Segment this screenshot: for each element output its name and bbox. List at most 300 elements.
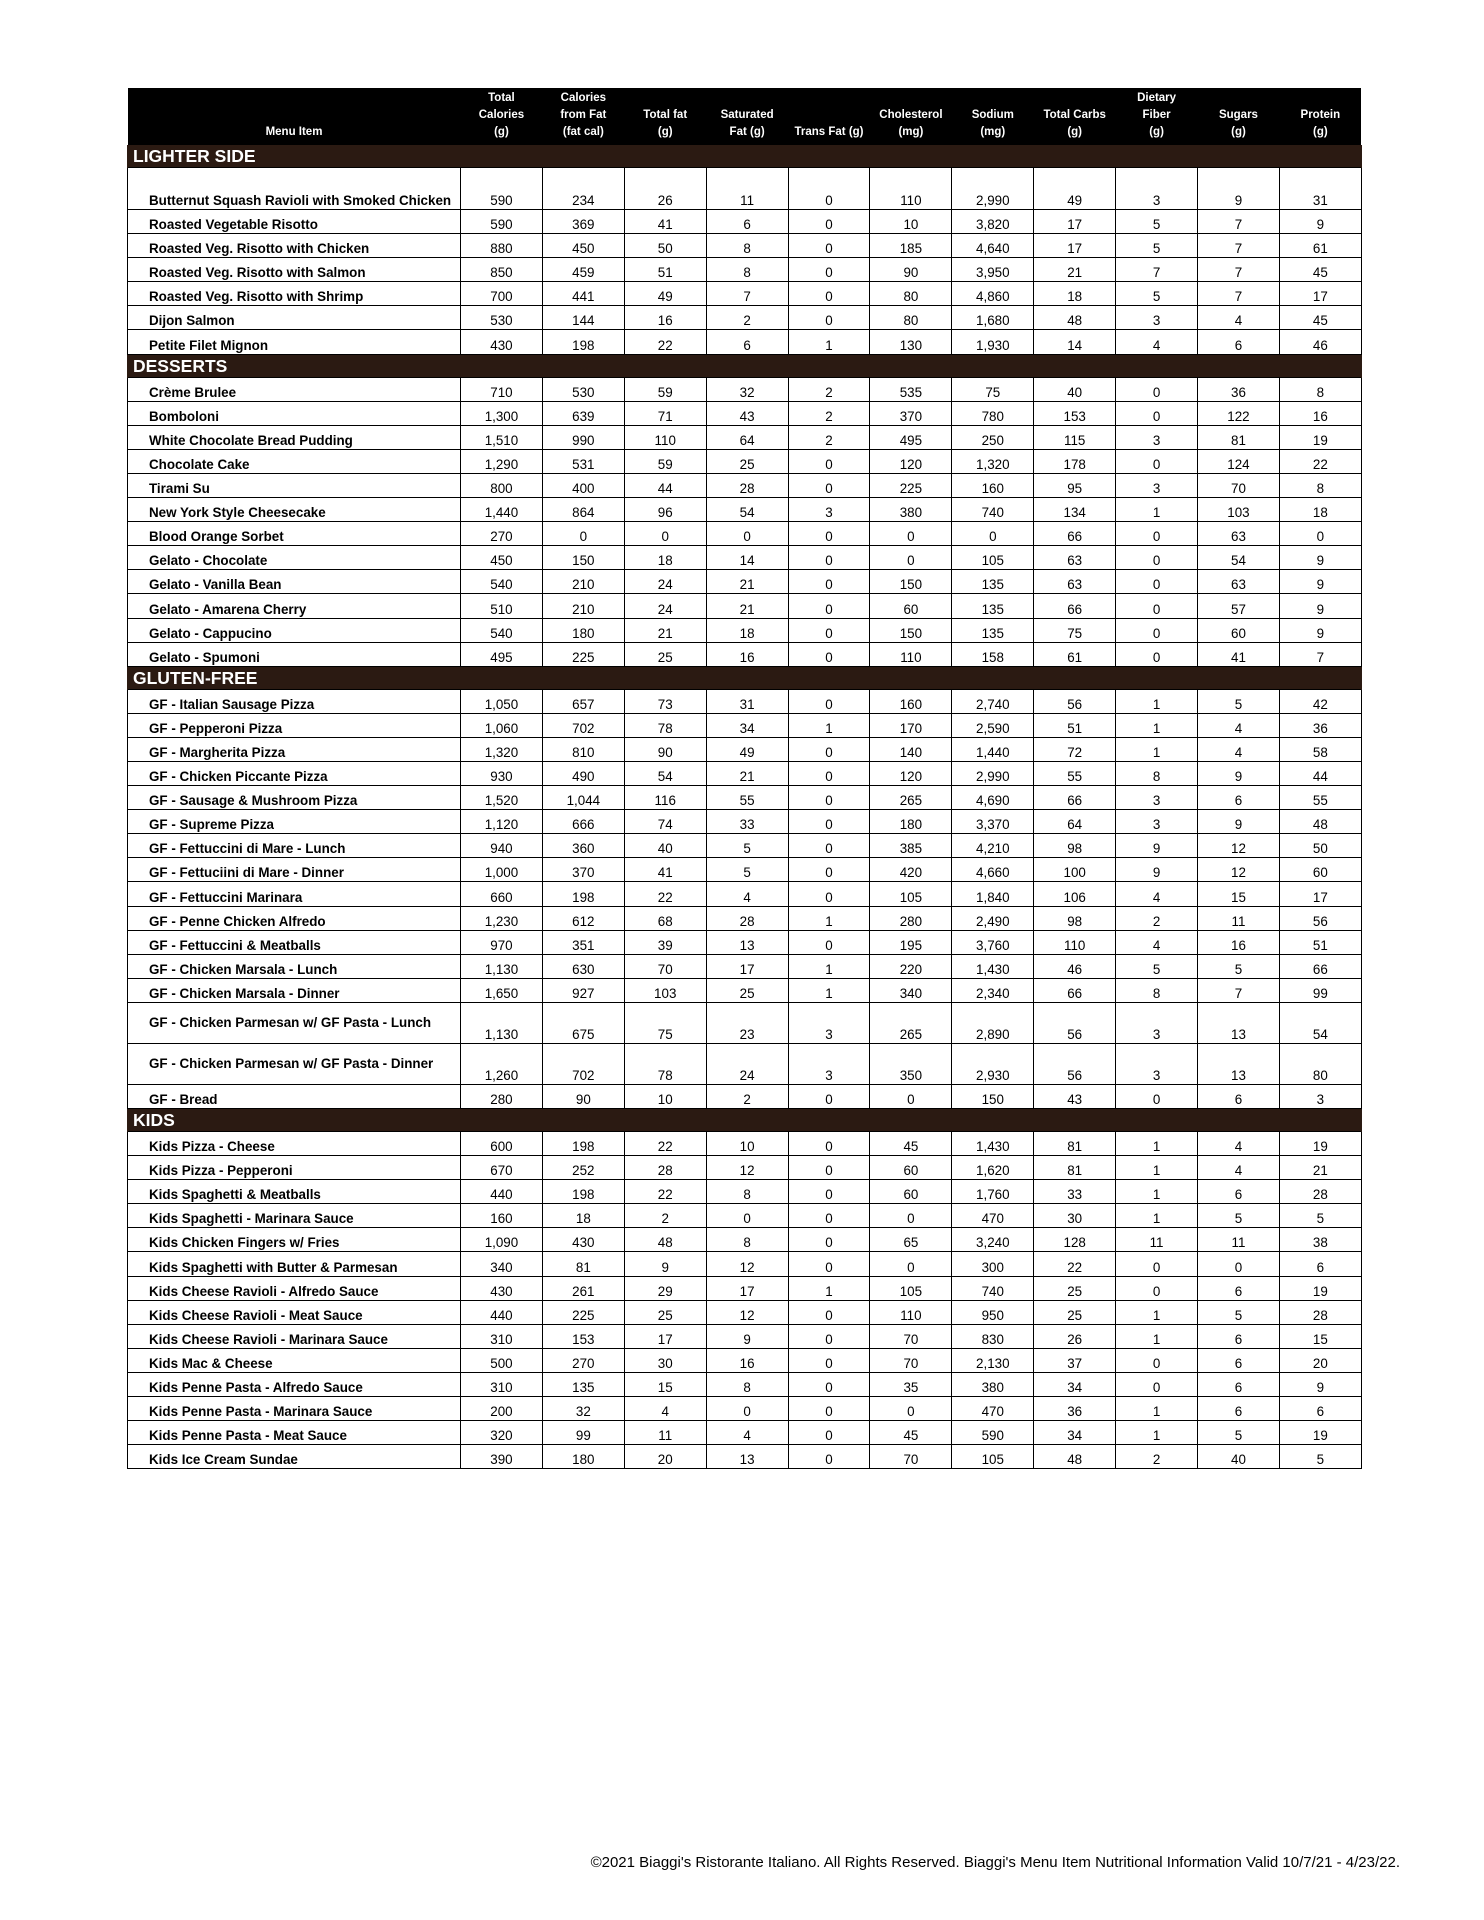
nutrition-value-cell: 3,950 — [952, 258, 1034, 282]
nutrition-value-cell: 39 — [624, 930, 706, 954]
nutrition-value-cell: 55 — [1279, 786, 1361, 810]
nutrition-value-cell: 2,890 — [952, 1002, 1034, 1043]
nutrition-value-cell: 210 — [542, 570, 624, 594]
menu-item-name: Kids Penne Pasta - Marinara Sauce — [128, 1397, 461, 1421]
nutrition-value-cell: 0 — [870, 1397, 952, 1421]
nutrition-value-cell: 153 — [1034, 401, 1116, 425]
nutrition-value-cell: 0 — [788, 1445, 870, 1469]
nutrition-value-cell: 310 — [461, 1372, 543, 1396]
nutrition-value-cell: 66 — [1034, 978, 1116, 1002]
nutrition-value-cell: 660 — [461, 882, 543, 906]
nutrition-value-cell: 3 — [788, 498, 870, 522]
menu-item-name: Kids Cheese Ravioli - Meat Sauce — [128, 1300, 461, 1324]
nutrition-value-cell: 6 — [1198, 1084, 1280, 1108]
nutrition-value-cell: 178 — [1034, 449, 1116, 473]
nutrition-value-cell: 12 — [706, 1300, 788, 1324]
nutrition-value-cell: 198 — [542, 330, 624, 354]
nutrition-value-cell: 0 — [788, 786, 870, 810]
nutrition-value-cell: 0 — [788, 1324, 870, 1348]
column-header-saturated-fat: Saturated Fat (g) — [706, 88, 788, 145]
nutrition-value-cell: 2,490 — [952, 906, 1034, 930]
column-header-total-carbs: Total Carbs (g) — [1034, 88, 1116, 145]
nutrition-value-cell: 6 — [1198, 330, 1280, 354]
nutrition-value-cell: 1 — [788, 954, 870, 978]
column-header-dietary-fiber: Dietary Fiber (g) — [1116, 88, 1198, 145]
nutrition-value-cell: 9 — [1279, 210, 1361, 234]
nutrition-value-cell: 36 — [1198, 377, 1280, 401]
nutrition-value-cell: 940 — [461, 834, 543, 858]
table-row — [128, 1180, 1362, 1204]
nutrition-value-cell: 2,590 — [952, 713, 1034, 737]
nutrition-value-cell: 150 — [952, 1084, 1034, 1108]
nutrition-value-cell: 252 — [542, 1156, 624, 1180]
nutrition-value-cell: 8 — [706, 1228, 788, 1252]
nutrition-value-cell: 0 — [788, 282, 870, 306]
nutrition-value-cell: 270 — [542, 1348, 624, 1372]
nutrition-value-cell: 54 — [1279, 1002, 1361, 1043]
nutrition-value-cell: 370 — [870, 401, 952, 425]
nutrition-value-cell: 14 — [706, 546, 788, 570]
section-title: LIGHTER SIDE — [128, 145, 1362, 168]
nutrition-value-cell: 2,990 — [952, 761, 1034, 785]
nutrition-value-cell: 864 — [542, 498, 624, 522]
nutrition-value-cell: 0 — [788, 1228, 870, 1252]
nutrition-value-cell: 60 — [870, 1156, 952, 1180]
table-row — [128, 858, 1362, 882]
nutrition-value-cell: 3 — [1116, 168, 1198, 210]
nutrition-value-cell: 0 — [788, 1397, 870, 1421]
menu-item-name: Roasted Veg. Risotto with Salmon — [128, 258, 461, 282]
nutrition-value-cell: 1,050 — [461, 689, 543, 713]
nutrition-value-cell: 19 — [1279, 1421, 1361, 1445]
menu-item-name: Kids Pizza - Cheese — [128, 1132, 461, 1156]
nutrition-value-cell: 261 — [542, 1276, 624, 1300]
menu-item-name: GF - Chicken Parmesan w/ GF Pasta - Lunch — [128, 1002, 461, 1043]
nutrition-value-cell: 110 — [1034, 930, 1116, 954]
table-row — [128, 642, 1362, 666]
column-header-calories-from-fat: Calories from Fat (fat cal) — [542, 88, 624, 145]
nutrition-value-cell: 5 — [1116, 234, 1198, 258]
nutrition-value-cell: 2 — [788, 377, 870, 401]
nutrition-value-cell: 103 — [1198, 498, 1280, 522]
menu-item-name: Kids Penne Pasta - Meat Sauce — [128, 1421, 461, 1445]
nutrition-value-cell: 160 — [952, 473, 1034, 497]
section-header-row — [128, 145, 1362, 168]
nutrition-value-cell: 3 — [1116, 1002, 1198, 1043]
nutrition-value-cell: 20 — [1279, 1348, 1361, 1372]
nutrition-value-cell: 280 — [870, 906, 952, 930]
nutrition-value-cell: 470 — [952, 1204, 1034, 1228]
nutrition-value-cell: 70 — [870, 1348, 952, 1372]
nutrition-value-cell: 670 — [461, 1156, 543, 1180]
nutrition-value-cell: 1 — [788, 978, 870, 1002]
nutrition-value-cell: 90 — [870, 258, 952, 282]
nutrition-value-cell: 105 — [870, 882, 952, 906]
nutrition-value-cell: 19 — [1279, 1132, 1361, 1156]
nutrition-value-cell: 2 — [706, 306, 788, 330]
nutrition-value-cell: 1 — [1116, 713, 1198, 737]
nutrition-value-cell: 115 — [1034, 425, 1116, 449]
table-row — [128, 978, 1362, 1002]
menu-item-name: Kids Penne Pasta - Alfredo Sauce — [128, 1372, 461, 1396]
nutrition-value-cell: 51 — [624, 258, 706, 282]
nutrition-value-cell: 158 — [952, 642, 1034, 666]
nutrition-value-cell: 99 — [1279, 978, 1361, 1002]
nutrition-value-cell: 1 — [788, 330, 870, 354]
menu-item-name: Gelato - Spumoni — [128, 642, 461, 666]
nutrition-value-cell: 96 — [624, 498, 706, 522]
nutrition-value-cell: 2 — [706, 1084, 788, 1108]
nutrition-value-cell: 0 — [788, 858, 870, 882]
menu-item-name: Crème Brulee — [128, 377, 461, 401]
column-header-cholesterol: Cholesterol (mg) — [870, 88, 952, 145]
nutrition-value-cell: 1,290 — [461, 449, 543, 473]
nutrition-value-cell: 61 — [1279, 234, 1361, 258]
nutrition-value-cell: 1,510 — [461, 425, 543, 449]
menu-item-name: White Chocolate Bread Pudding — [128, 425, 461, 449]
nutrition-value-cell: 160 — [461, 1204, 543, 1228]
nutrition-value-cell: 13 — [1198, 1043, 1280, 1084]
nutrition-value-cell: 198 — [542, 1132, 624, 1156]
nutrition-value-cell: 0 — [788, 306, 870, 330]
nutrition-value-cell: 702 — [542, 1043, 624, 1084]
nutrition-value-cell: 0 — [706, 1397, 788, 1421]
nutrition-value-cell: 19 — [1279, 425, 1361, 449]
nutrition-value-cell: 0 — [788, 737, 870, 761]
menu-item-name: Kids Mac & Cheese — [128, 1348, 461, 1372]
column-header-sodium: Sodium (mg) — [952, 88, 1034, 145]
menu-item-name: Gelato - Chocolate — [128, 546, 461, 570]
nutrition-value-cell: 40 — [1198, 1445, 1280, 1469]
nutrition-value-cell: 0 — [788, 570, 870, 594]
nutrition-value-cell: 22 — [624, 1180, 706, 1204]
nutrition-value-cell: 41 — [1198, 642, 1280, 666]
nutrition-value-cell: 7 — [1198, 234, 1280, 258]
nutrition-value-cell: 120 — [870, 761, 952, 785]
nutrition-value-cell: 4 — [1198, 737, 1280, 761]
nutrition-value-cell: 800 — [461, 473, 543, 497]
nutrition-value-cell: 22 — [1279, 449, 1361, 473]
table-row — [128, 810, 1362, 834]
nutrition-value-cell: 441 — [542, 282, 624, 306]
menu-item-name: Kids Spaghetti - Marinara Sauce — [128, 1204, 461, 1228]
nutrition-value-cell: 46 — [1279, 330, 1361, 354]
nutrition-value-cell: 5 — [1198, 689, 1280, 713]
nutrition-value-cell: 540 — [461, 570, 543, 594]
table-row — [128, 258, 1362, 282]
nutrition-value-cell: 9 — [1279, 594, 1361, 618]
nutrition-value-cell: 380 — [952, 1372, 1034, 1396]
menu-item-name: Roasted Veg. Risotto with Chicken — [128, 234, 461, 258]
nutrition-value-cell: 66 — [1034, 594, 1116, 618]
nutrition-value-cell: 0 — [1116, 377, 1198, 401]
nutrition-value-cell: 225 — [542, 1300, 624, 1324]
nutrition-value-cell: 134 — [1034, 498, 1116, 522]
nutrition-value-cell: 4 — [1116, 330, 1198, 354]
nutrition-value-cell: 153 — [542, 1324, 624, 1348]
nutrition-value-cell: 1,090 — [461, 1228, 543, 1252]
nutrition-value-cell: 0 — [788, 882, 870, 906]
nutrition-value-cell: 45 — [870, 1421, 952, 1445]
nutrition-value-cell: 0 — [788, 1132, 870, 1156]
menu-item-name: Kids Chicken Fingers w/ Fries — [128, 1228, 461, 1252]
nutrition-value-cell: 780 — [952, 401, 1034, 425]
nutrition-value-cell: 1,440 — [952, 737, 1034, 761]
table-row — [128, 401, 1362, 425]
nutrition-value-cell: 0 — [952, 522, 1034, 546]
nutrition-value-cell: 63 — [1034, 546, 1116, 570]
nutrition-value-cell: 25 — [1034, 1276, 1116, 1300]
nutrition-value-cell: 666 — [542, 810, 624, 834]
nutrition-value-cell: 6 — [1198, 1180, 1280, 1204]
table-row — [128, 786, 1362, 810]
nutrition-value-cell: 0 — [788, 1204, 870, 1228]
nutrition-value-cell: 135 — [952, 618, 1034, 642]
nutrition-value-cell: 265 — [870, 1002, 952, 1043]
nutrition-value-cell: 9 — [1116, 834, 1198, 858]
nutrition-value-cell: 1,000 — [461, 858, 543, 882]
nutrition-value-cell: 144 — [542, 306, 624, 330]
menu-item-name: GF - Chicken Marsala - Lunch — [128, 954, 461, 978]
nutrition-value-cell: 1 — [1116, 1421, 1198, 1445]
nutrition-value-cell: 72 — [1034, 737, 1116, 761]
nutrition-value-cell: 450 — [542, 234, 624, 258]
nutrition-value-cell: 15 — [624, 1372, 706, 1396]
nutrition-value-cell: 21 — [1034, 258, 1116, 282]
nutrition-value-cell: 59 — [624, 449, 706, 473]
nutrition-value-cell: 41 — [624, 858, 706, 882]
nutrition-value-cell: 5 — [706, 834, 788, 858]
section-title: DESSERTS — [128, 354, 1362, 377]
nutrition-value-cell: 116 — [624, 786, 706, 810]
nutrition-value-cell: 150 — [870, 570, 952, 594]
nutrition-value-cell: 220 — [870, 954, 952, 978]
nutrition-value-cell: 8 — [706, 234, 788, 258]
nutrition-value-cell: 105 — [952, 546, 1034, 570]
nutrition-value-cell: 110 — [624, 425, 706, 449]
nutrition-value-cell: 9 — [1198, 810, 1280, 834]
nutrition-value-cell: 0 — [1116, 1252, 1198, 1276]
table-row — [128, 713, 1362, 737]
nutrition-value-cell: 531 — [542, 449, 624, 473]
nutrition-value-cell: 6 — [1198, 1276, 1280, 1300]
nutrition-value-cell: 1 — [1116, 1132, 1198, 1156]
table-row — [128, 1002, 1362, 1043]
nutrition-value-cell: 36 — [1034, 1397, 1116, 1421]
nutrition-value-cell: 49 — [1034, 168, 1116, 210]
nutrition-value-cell: 0 — [788, 1421, 870, 1445]
nutrition-value-cell: 930 — [461, 761, 543, 785]
nutrition-value-cell: 990 — [542, 425, 624, 449]
nutrition-value-cell: 5 — [1279, 1204, 1361, 1228]
nutrition-value-cell: 7 — [706, 282, 788, 306]
nutrition-value-cell: 8 — [706, 1372, 788, 1396]
nutrition-value-cell: 110 — [870, 1300, 952, 1324]
menu-item-name: Gelato - Vanilla Bean — [128, 570, 461, 594]
nutrition-value-cell: 70 — [870, 1324, 952, 1348]
nutrition-value-cell: 0 — [1116, 618, 1198, 642]
nutrition-value-cell: 0 — [788, 473, 870, 497]
nutrition-value-cell: 702 — [542, 713, 624, 737]
nutrition-value-cell: 17 — [1034, 210, 1116, 234]
nutrition-value-cell: 4 — [1198, 713, 1280, 737]
nutrition-value-cell: 9 — [1198, 761, 1280, 785]
nutrition-value-cell: 740 — [952, 498, 1034, 522]
nutrition-value-cell: 2,340 — [952, 978, 1034, 1002]
nutrition-value-cell: 65 — [870, 1228, 952, 1252]
nutrition-value-cell: 135 — [952, 594, 1034, 618]
nutrition-value-cell: 2 — [1116, 906, 1198, 930]
nutrition-value-cell: 51 — [1279, 930, 1361, 954]
nutrition-value-cell: 1 — [1116, 1204, 1198, 1228]
nutrition-value-cell: 0 — [788, 449, 870, 473]
nutrition-value-cell: 6 — [706, 210, 788, 234]
nutrition-value-cell: 198 — [542, 882, 624, 906]
nutrition-value-cell: 30 — [1034, 1204, 1116, 1228]
copyright-footer: ©2021 Biaggi's Ristorante Italiano. All Rights Reserved. Biaggi's Menu Item Nutritional Information Valid 10/7/21 - 4/23/22. — [590, 1854, 1400, 1871]
nutrition-value-cell: 639 — [542, 401, 624, 425]
nutrition-value-cell: 880 — [461, 234, 543, 258]
nutrition-value-cell: 24 — [706, 1043, 788, 1084]
nutrition-value-cell: 0 — [870, 1084, 952, 1108]
nutrition-value-cell: 78 — [624, 713, 706, 737]
nutrition-value-cell: 105 — [952, 1445, 1034, 1469]
nutrition-value-cell: 128 — [1034, 1228, 1116, 1252]
nutrition-value-cell: 26 — [1034, 1324, 1116, 1348]
nutrition-value-cell: 675 — [542, 1002, 624, 1043]
nutrition-value-cell: 495 — [870, 425, 952, 449]
nutrition-value-cell: 90 — [542, 1084, 624, 1108]
nutrition-value-cell: 5 — [1198, 1300, 1280, 1324]
table-row — [128, 1300, 1362, 1324]
nutrition-value-cell: 45 — [870, 1132, 952, 1156]
nutrition-value-cell: 2,740 — [952, 689, 1034, 713]
menu-item-name: GF - Fettuccini di Mare - Lunch — [128, 834, 461, 858]
nutrition-value-cell: 535 — [870, 377, 952, 401]
nutrition-value-cell: 90 — [624, 737, 706, 761]
menu-item-name: Petite Filet Mignon — [128, 330, 461, 354]
nutrition-value-cell: 970 — [461, 930, 543, 954]
nutrition-value-cell: 7 — [1198, 210, 1280, 234]
nutrition-value-cell: 4,640 — [952, 234, 1034, 258]
nutrition-value-cell: 4 — [706, 1421, 788, 1445]
nutrition-value-cell: 63 — [1034, 570, 1116, 594]
nutrition-value-cell: 430 — [542, 1228, 624, 1252]
nutrition-value-cell: 25 — [624, 1300, 706, 1324]
nutrition-value-cell: 13 — [706, 1445, 788, 1469]
nutrition-value-cell: 42 — [1279, 689, 1361, 713]
menu-item-name: Kids Cheese Ravioli - Marinara Sauce — [128, 1324, 461, 1348]
nutrition-value-cell: 60 — [870, 594, 952, 618]
nutrition-value-cell: 135 — [542, 1372, 624, 1396]
nutrition-value-cell: 0 — [788, 1156, 870, 1180]
nutrition-value-cell: 2 — [788, 401, 870, 425]
nutrition-value-cell: 369 — [542, 210, 624, 234]
nutrition-value-cell: 1,930 — [952, 330, 1034, 354]
nutrition-value-cell: 124 — [1198, 449, 1280, 473]
nutrition-value-cell: 25 — [624, 642, 706, 666]
nutrition-value-cell: 10 — [706, 1132, 788, 1156]
nutrition-value-cell: 0 — [1116, 546, 1198, 570]
nutrition-value-cell: 1,320 — [952, 449, 1034, 473]
column-header-menu-item: Menu Item — [128, 88, 461, 145]
nutrition-value-cell: 0 — [788, 834, 870, 858]
nutrition-value-cell: 1 — [1116, 1300, 1198, 1324]
nutrition-value-cell: 2 — [788, 425, 870, 449]
nutrition-value-cell: 500 — [461, 1348, 543, 1372]
nutrition-value-cell: 55 — [1034, 761, 1116, 785]
nutrition-value-cell: 4 — [706, 882, 788, 906]
nutrition-value-cell: 590 — [952, 1421, 1034, 1445]
nutrition-value-cell: 0 — [788, 689, 870, 713]
nutrition-value-cell: 0 — [788, 1372, 870, 1396]
nutrition-value-cell: 75 — [952, 377, 1034, 401]
table-row — [128, 1132, 1362, 1156]
nutrition-value-cell: 0 — [624, 522, 706, 546]
nutrition-value-cell: 470 — [952, 1397, 1034, 1421]
nutrition-value-cell: 340 — [461, 1252, 543, 1276]
table-row — [128, 594, 1362, 618]
nutrition-value-cell: 7 — [1116, 258, 1198, 282]
nutrition-value-cell: 31 — [1279, 168, 1361, 210]
nutrition-value-cell: 11 — [706, 168, 788, 210]
nutrition-value-cell: 60 — [1279, 858, 1361, 882]
nutrition-value-cell: 58 — [1279, 737, 1361, 761]
nutrition-value-cell: 1 — [1116, 1324, 1198, 1348]
nutrition-value-cell: 78 — [624, 1043, 706, 1084]
nutrition-value-cell: 74 — [624, 810, 706, 834]
nutrition-value-cell: 17 — [706, 954, 788, 978]
nutrition-value-cell: 5 — [706, 858, 788, 882]
nutrition-value-cell: 0 — [788, 761, 870, 785]
nutrition-value-cell: 16 — [1279, 401, 1361, 425]
nutrition-value-cell: 56 — [1279, 906, 1361, 930]
nutrition-value-cell: 21 — [624, 618, 706, 642]
nutrition-value-cell: 225 — [870, 473, 952, 497]
nutrition-value-cell: 9 — [1279, 570, 1361, 594]
nutrition-value-cell: 495 — [461, 642, 543, 666]
nutrition-value-cell: 130 — [870, 330, 952, 354]
nutrition-value-cell: 234 — [542, 168, 624, 210]
nutrition-value-cell: 3,240 — [952, 1228, 1034, 1252]
menu-item-name: GF - Bread — [128, 1084, 461, 1108]
nutrition-value-cell: 198 — [542, 1180, 624, 1204]
nutrition-value-cell: 44 — [1279, 761, 1361, 785]
nutrition-value-cell: 28 — [1279, 1180, 1361, 1204]
table-row — [128, 377, 1362, 401]
nutrition-value-cell: 37 — [1034, 1348, 1116, 1372]
nutrition-value-cell: 3 — [1116, 1043, 1198, 1084]
nutrition-value-cell: 15 — [1198, 882, 1280, 906]
nutrition-value-cell: 1,230 — [461, 906, 543, 930]
nutrition-value-cell: 9 — [1116, 858, 1198, 882]
nutrition-value-cell: 0 — [1116, 401, 1198, 425]
nutrition-value-cell: 0 — [788, 642, 870, 666]
section-header-row — [128, 1109, 1362, 1132]
table-row — [128, 234, 1362, 258]
nutrition-value-cell: 2,990 — [952, 168, 1034, 210]
nutrition-value-cell: 33 — [1034, 1180, 1116, 1204]
nutrition-value-cell: 0 — [1116, 1348, 1198, 1372]
nutrition-value-cell: 0 — [1279, 522, 1361, 546]
nutrition-value-cell: 32 — [706, 377, 788, 401]
nutrition-value-cell: 1,650 — [461, 978, 543, 1002]
nutrition-value-cell: 48 — [1279, 810, 1361, 834]
nutrition-value-cell: 0 — [788, 234, 870, 258]
nutrition-value-cell: 81 — [1198, 425, 1280, 449]
nutrition-value-cell: 11 — [1198, 906, 1280, 930]
nutrition-value-cell: 56 — [1034, 689, 1116, 713]
